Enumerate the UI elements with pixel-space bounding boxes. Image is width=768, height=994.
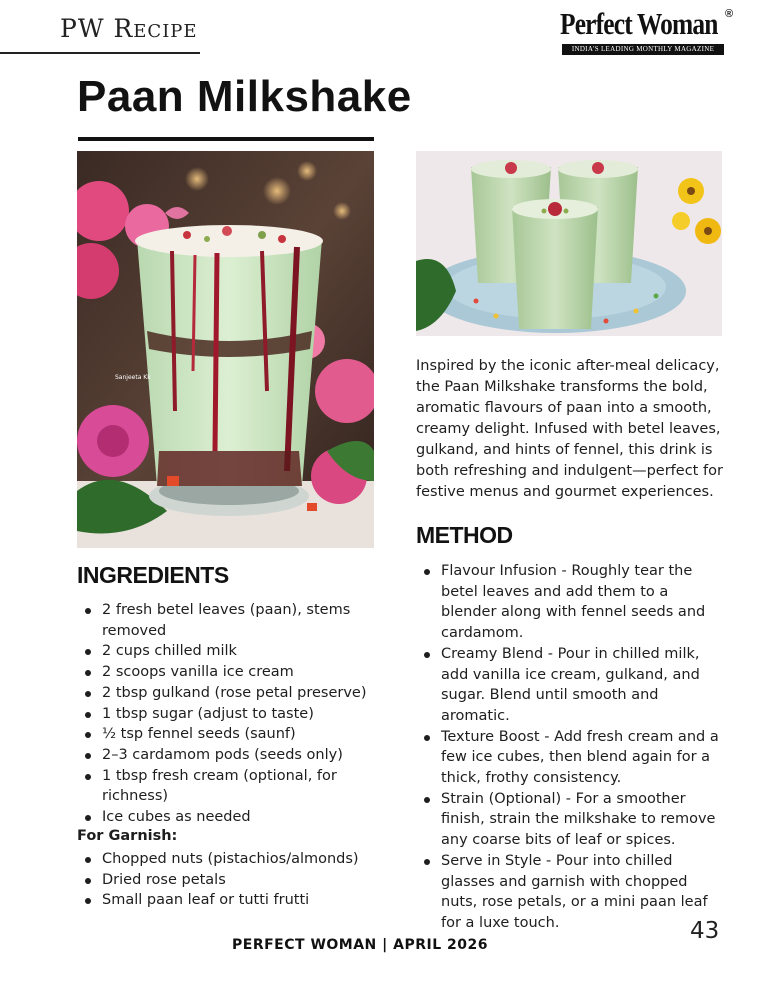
three-glasses-photo	[416, 151, 722, 336]
ingredients-list	[77, 600, 377, 828]
magazine-logo	[560, 6, 740, 60]
ingredient-item: 2 cups chilled milk	[77, 641, 377, 662]
page-number: 43	[690, 918, 720, 944]
method-step: Flavour Infusion - Roughly tear the betel leaves and add them to a blender along with fennel seeds and cardamom.	[416, 561, 726, 644]
ingredient-item: 2 fresh betel leaves (paan), stems removed	[77, 600, 377, 641]
method-heading: METHOD	[416, 522, 513, 548]
garnish-item: Chopped nuts (pistachios/almonds)	[77, 849, 377, 870]
ingredient-item: 1 tbsp fresh cream (optional, for richness)	[77, 766, 377, 807]
method-step: Strain (Optional) - For a smoother finish, strain the milkshake to remove any coarse bits of leaf or spices.	[416, 789, 726, 851]
method-steps-list	[416, 561, 726, 934]
ingredient-item: 2–3 cardamom pods (seeds only)	[77, 745, 377, 766]
registered-mark: ®	[725, 8, 734, 20]
ingredient-item: 2 scoops vanilla ice cream	[77, 662, 377, 683]
photo-watermark: Sanjeeta Kk	[115, 374, 151, 381]
ingredients-heading: INGREDIENTS	[77, 562, 229, 588]
method-step: Texture Boost - Add fresh cream and a few ice cubes, then blend again for a thick, frothy consistency.	[416, 727, 726, 789]
ingredient-item: Ice cubes as needed	[77, 807, 377, 828]
ingredient-item: ½ tsp fennel seeds (saunf)	[77, 724, 377, 745]
garnish-item: Dried rose petals	[77, 870, 377, 891]
ingredient-item: 1 tbsp sugar (adjust to taste)	[77, 704, 377, 725]
magazine-name: Perfect Woman	[560, 6, 718, 41]
ingredient-item: 2 tbsp gulkand (rose petal preserve)	[77, 683, 377, 704]
recipe-title: Paan Milkshake	[77, 72, 412, 121]
page-footer: PERFECT WOMAN | APRIL 2026	[232, 937, 488, 953]
garnish-list	[77, 849, 377, 911]
title-underline	[78, 137, 374, 141]
magazine-tagline: INDIA'S LEADING MONTHLY MAGAZINE	[562, 44, 724, 55]
method-step: Creamy Blend - Pour in chilled milk, add vanilla ice cream, gulkand, and sugar. Blend until smooth and aromatic.	[416, 644, 726, 727]
header-rule	[0, 52, 200, 54]
intro-paragraph: Inspired by the iconic after-meal delicacy, the Paan Milkshake transforms the bold, aromatic flavours of paan into a smooth, creamy delight. Infused with betel leaves, gulkand, and hints of fennel, this drink is both refreshing and indulgent—perfect for festive menus and gourmet experiences.	[416, 358, 723, 500]
method-step: Serve in Style - Pour into chilled glasses and garnish with chopped nuts, rose petals, or a mini paan leaf for a luxe touch.	[416, 851, 726, 934]
section-label: PW Recipe	[60, 14, 198, 43]
garnish-label: For Garnish:	[77, 828, 178, 844]
garnish-item: Small paan leaf or tutti frutti	[77, 890, 377, 911]
milkshake-glass-photo	[77, 151, 374, 548]
